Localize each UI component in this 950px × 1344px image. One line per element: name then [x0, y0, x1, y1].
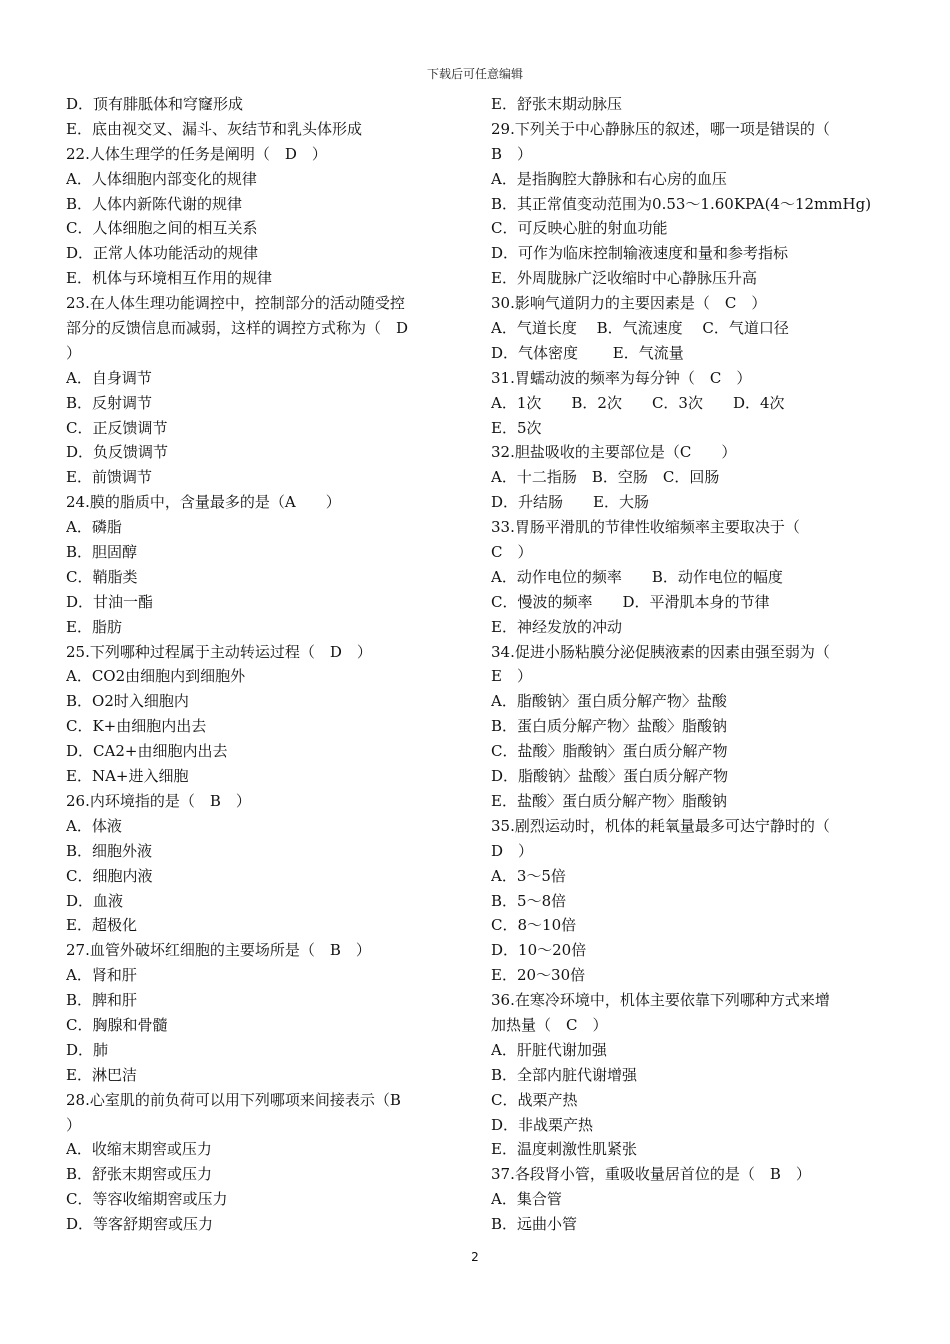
text-line: E．底由视交叉、漏斗、灰结节和乳头体形成: [66, 119, 362, 138]
text-line: 37.各段肾小管，重吸收量居首位的是（ B ）: [491, 1165, 811, 1184]
text-line: B ）: [491, 144, 533, 163]
text-line: A．收缩末期窖或压力: [66, 1140, 212, 1159]
text-line: C ）: [491, 543, 533, 562]
text-line: D．等客舒期窖或压力: [66, 1215, 214, 1234]
text-line: A．自身调节: [66, 368, 152, 387]
text-line: A．肾和肝: [66, 966, 137, 985]
text-line: E．超极化: [66, 916, 137, 935]
text-line: A．气道长度 B．气流速度 C．气道口径: [491, 319, 789, 338]
text-line: C．正反馈调节: [66, 418, 168, 437]
text-line: 30.影响气道阴力的主要因素是（ C ）: [491, 294, 767, 313]
text-line: C．胸腺和骨髓: [66, 1015, 168, 1034]
text-line: ）: [66, 1115, 82, 1134]
text-line: D．CA2+由细胞内出去: [66, 742, 228, 761]
text-line: D．可作为临床控制输液速度和量和参考指标: [491, 244, 789, 263]
page-number: 2: [471, 1250, 479, 1264]
text-line: D．正常人体功能活动的规律: [66, 244, 259, 263]
text-line: C．盐酸〉脂酸钠〉蛋白质分解产物: [491, 742, 728, 761]
text-line: C．可反映心脏的射血功能: [491, 219, 668, 238]
text-line: A．是指胸腔大静脉和右心房的血压: [491, 169, 727, 188]
text-line: A．动作电位的频率 B．动作电位的幅度: [491, 567, 783, 586]
text-line: B．远曲小管: [491, 1215, 578, 1234]
text-line: A．体液: [66, 816, 122, 835]
text-line: A．磷脂: [66, 518, 122, 537]
text-line: A．CO2由细胞内到细胞外: [66, 667, 246, 686]
text-line: D．非战栗产热: [491, 1115, 594, 1134]
text-line: E ）: [491, 667, 532, 686]
text-line: E．NA+进入细胞: [66, 767, 189, 786]
text-line: E．温度刺激性肌紧张: [491, 1140, 637, 1159]
text-line: 24.膜的脂质中，含量最多的是（A ）: [66, 493, 341, 512]
text-line: 34.促进小肠粘膜分泌促胰液素的因素由强至弱为（: [491, 642, 830, 661]
text-line: B．脾和肝: [66, 991, 138, 1010]
text-line: A．十二指肠 B．空肠 C．回肠: [491, 468, 720, 487]
text-line: C．K+由细胞内出去: [66, 717, 207, 736]
text-line: E．5次: [491, 418, 542, 437]
text-line: D．顶有腓胝体和穹窿形成: [66, 95, 244, 113]
text-line: 25.下列哪种过程属于主动转运过程（ D ）: [66, 642, 372, 661]
text-line: C．战栗产热: [491, 1090, 578, 1109]
text-line: B．胆固醇: [66, 543, 138, 562]
text-line: E．神经发放的冲动: [491, 617, 622, 636]
text-line: B．蛋白质分解产物〉盐酸〉脂酸钠: [491, 717, 728, 736]
text-line: D．甘油一酯: [66, 592, 154, 611]
text-line: A．肝脏代谢加强: [491, 1040, 607, 1059]
text-line: B．人体内新陈代谢的规律: [66, 194, 243, 213]
text-line: C．慢波的频率 D．平滑肌本身的节律: [491, 592, 770, 611]
text-line: B．其正常值变动范围为0.53～1.60KPA(4～12mmHg): [491, 194, 872, 213]
text-line: ）: [66, 343, 82, 362]
text-line: 36.在寒冷环境中，机体主要依靠下列哪种方式来增: [491, 991, 830, 1010]
text-line: A．集合管: [491, 1190, 562, 1209]
text-line: E．前馈调节: [66, 468, 152, 487]
text-line: C．鞘脂类: [66, 567, 138, 586]
text-line: 35.剧烈运动时，机体的耗氧量最多可达宁静时的（: [491, 816, 830, 835]
text-line: D ）: [491, 841, 534, 860]
text-line: B．O2时入细胞内: [66, 692, 189, 711]
text-line: E．外周胧脉广泛收缩时中心静脉压升高: [491, 269, 757, 288]
page-header: 下载后可任意编辑: [426, 67, 523, 81]
text-line: A．人体细胞内部变化的规律: [66, 169, 257, 188]
text-line: 加热量（ C ）: [491, 1015, 608, 1034]
text-line: D．气体密度 E．气流量: [491, 343, 684, 362]
text-line: D．升结肠 E．大肠: [491, 493, 649, 512]
text-line: A．1次 B．2次 C．3次 D．4次: [491, 393, 785, 412]
text-line: B．细胞外液: [66, 841, 153, 860]
text-line: 26.内环境指的是（ B ）: [66, 791, 251, 810]
text-line: E．20～30倍: [491, 966, 586, 985]
text-line: E．盐酸〉蛋白质分解产物〉脂酸钠: [491, 791, 727, 810]
text-line: D．血液: [66, 891, 124, 910]
text-line: E．机体与环境相互作用的规律: [66, 269, 272, 288]
text-line: C．等容收缩期窖或压力: [66, 1190, 228, 1209]
left-column: [66, 92, 466, 1237]
text-line: 27.血管外破坏红细胞的主要场所是（ B ）: [66, 941, 371, 960]
text-line: 28.心室肌的前负荷可以用下列哪项来间接表示（B: [66, 1090, 401, 1109]
text-line: 31.胃蠕动波的频率为每分钟（ C ）: [491, 368, 752, 387]
text-line: C．细胞内液: [66, 866, 153, 885]
text-line: 32.胆盐吸收的主要部位是（C ）: [491, 443, 737, 462]
text-line: 部分的反馈信息而减弱，这样的调控方式称为（ D: [66, 319, 409, 338]
text-line: D．负反馈调节: [66, 443, 169, 462]
text-line: B．全部内脏代谢增强: [491, 1065, 638, 1084]
text-line: C．8～10倍: [491, 916, 577, 935]
text-line: 22.人体生理学的任务是阐明（ D ）: [66, 144, 327, 163]
text-line: E．舒张末期动脉压: [491, 95, 622, 113]
text-line: D．肺: [66, 1040, 109, 1059]
text-line: A．3～5倍: [491, 866, 566, 885]
text-line: C．人体细胞之间的相互关系: [66, 219, 258, 238]
right-column: [491, 92, 883, 1237]
text-line: B．反射调节: [66, 393, 153, 412]
text-line: E．淋巴洁: [66, 1065, 137, 1084]
text-line: 33.胃肠平滑肌的节律性收缩频率主要取决于（: [491, 518, 800, 537]
text-line: 29.下列关于中心静脉压的叙述，哪一项是错误的（: [491, 119, 830, 138]
text-line: B．舒张末期窖或压力: [66, 1165, 213, 1184]
text-line: E．脂肪: [66, 617, 122, 636]
text-line: A．脂酸钠〉蛋白质分解产物〉盐酸: [491, 692, 727, 711]
text-line: D．10～20倍: [491, 941, 587, 960]
text-line: 23.在人体生理功能调控中，控制部分的活动随受控: [66, 294, 405, 313]
text-line: B．5～8倍: [491, 891, 567, 910]
text-line: D．脂酸钠〉盐酸〉蛋白质分解产物: [491, 767, 729, 786]
